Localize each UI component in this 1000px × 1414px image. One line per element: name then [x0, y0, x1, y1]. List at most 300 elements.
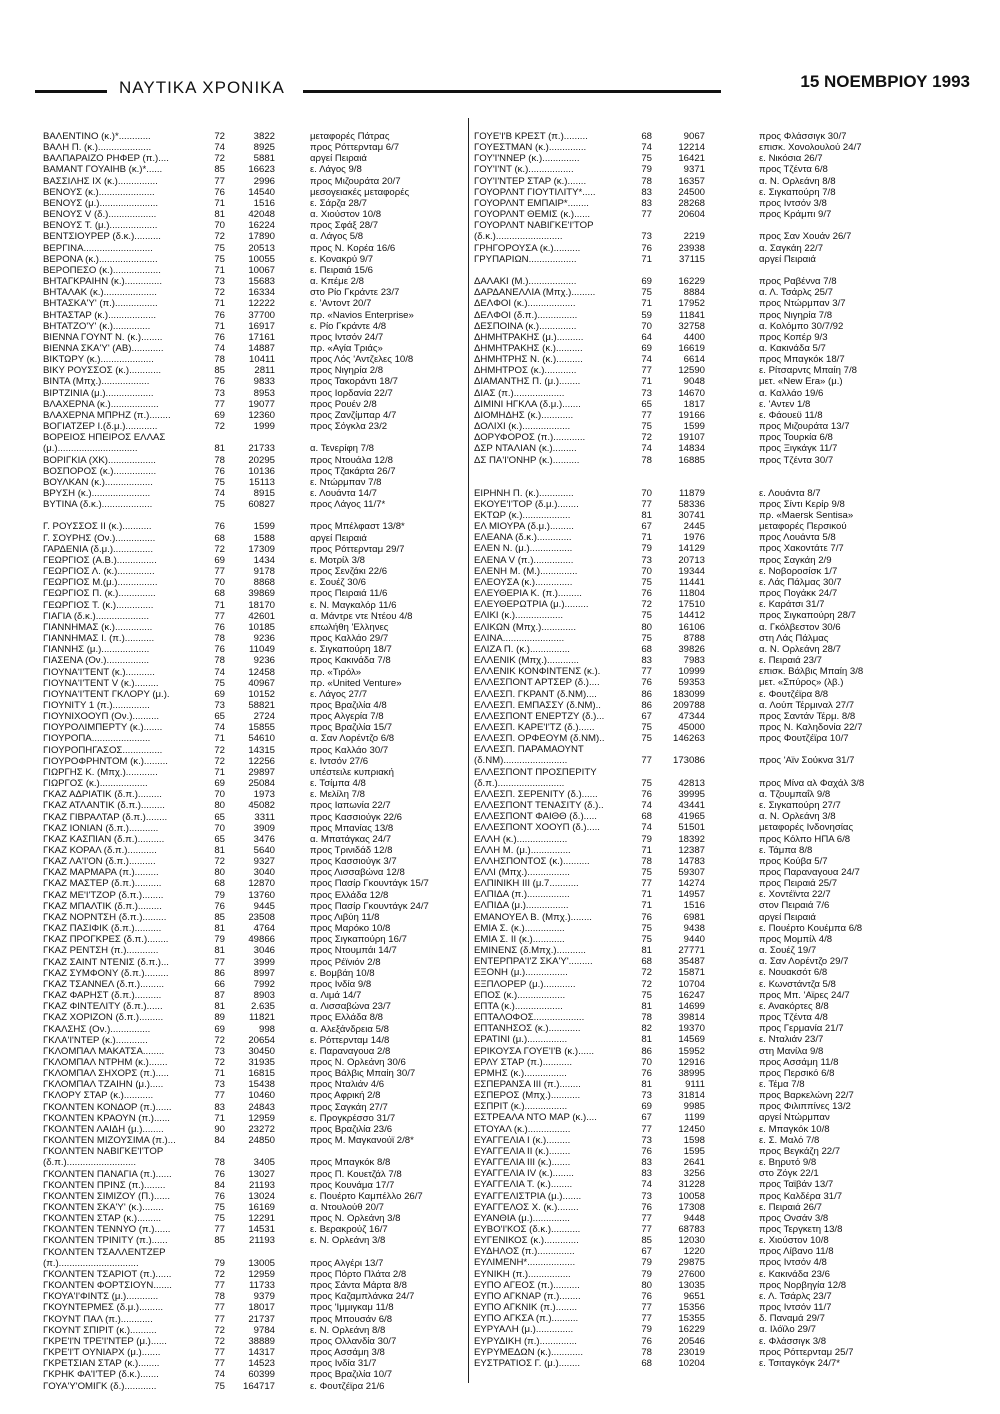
- ship-status: α. Καλλάο 19/6: [759, 387, 824, 399]
- ship-year: 89: [214, 1012, 225, 1024]
- ship-name: ΕΛΛΕΝΙΚ ΚΟΝΦΙΝΤΕΝΣ (κ.).: [474, 666, 601, 678]
- ship-row: [43, 1258, 465, 1269]
- ship-year: 72: [214, 755, 225, 767]
- ship-row: [43, 399, 465, 410]
- ship-row: [43, 1291, 465, 1302]
- ship-status: [275, 1146, 465, 1157]
- ship-year: 74: [214, 142, 225, 154]
- ship-name: ΕΥΣΤΡΑΤΙΟΣ Γ. (μ.)........: [474, 1357, 581, 1369]
- ship-row: [474, 343, 964, 354]
- ship-name: ΒΗΤΑΛΑΚ (κ.)....................: [43, 287, 157, 299]
- ship-tonnage: 5640: [253, 845, 275, 856]
- ship-row: [43, 1213, 465, 1224]
- ship-status: α. Σαν Λορέντζο 6/8: [310, 733, 395, 745]
- ship-status: ε. Μπαγκόκ 10/8: [759, 1123, 830, 1135]
- ship-name: ΓΚΡΕ'Ι'Τ ΟΥΝΙΑΡΧ (μ.).......: [43, 1347, 161, 1359]
- ship-row: [43, 276, 465, 287]
- ship-name: ΔΗΜΗΤΡΑΚΗΣ (κ.)..........: [474, 342, 583, 354]
- ship-name: ΕΛΛΕΣΠ. ΠΑΡΑΜΑΟΥΝΤ: [474, 744, 584, 756]
- ship-year: 83: [641, 1157, 652, 1169]
- ship-status: προς Ραβέννα 7/8: [759, 276, 837, 288]
- ship-status: προς Αλγερία 7/8: [310, 711, 384, 723]
- ship-tonnage: 11804: [679, 588, 705, 600]
- ship-status: προς Τακοράντι 18/7: [310, 376, 398, 388]
- publication-title: ΝΑΥΤΙΚΑ ΧΡΟΝΙΚΑ: [119, 78, 285, 97]
- ship-row: [43, 1124, 465, 1135]
- ship-tonnage: 9784: [253, 1324, 275, 1336]
- ship-tonnage: 39814: [678, 1012, 705, 1024]
- ship-year: 74: [214, 488, 225, 499]
- ship-tonnage: 15871: [678, 967, 705, 979]
- ship-row: [43, 745, 465, 756]
- ship-year: 83: [641, 197, 652, 209]
- ship-name: ΔΙΟΜΗΔΗΣ (κ.)............: [474, 409, 574, 421]
- ship-year: 77: [641, 1313, 652, 1325]
- ship-tonnage: 16623: [248, 164, 275, 176]
- ship-status: ε. Σάρζα 28/7: [310, 197, 368, 209]
- ship-year: 72: [641, 432, 652, 444]
- ship-row: [43, 689, 465, 700]
- ship-status: προς Κοπέρ 9/3: [759, 331, 828, 343]
- ship-row: [474, 912, 964, 923]
- ship-row: [43, 365, 465, 376]
- ship-name: ΕΛΛΕΣΠ. ΓΚΡΑΝΤ (δ.ΝΜ)....: [474, 688, 597, 700]
- ship-status: προς Βραζιλία 10/7: [310, 1369, 393, 1381]
- ship-status: προς Μιζουράτα 13/7: [759, 421, 850, 433]
- ship-name: ΕΛΛΕΝΙΚ (Μπχ.)............: [474, 655, 579, 667]
- ship-name: ΓΚΑΖ ΜΑΣΤΕΡ (δ.π.)..........: [43, 878, 162, 890]
- ship-year: 74: [214, 722, 225, 734]
- ship-tonnage: 60827: [248, 499, 275, 511]
- ship-status: α. Ν. Ορλεάνη 8/8: [759, 175, 836, 187]
- ship-name: ΓΕΩΡΓΙΟΣ Μ.(μ.)...............: [43, 577, 158, 589]
- ship-row: [43, 633, 465, 644]
- ship-status: ε. Τσιταγκόγκ 24/7*: [759, 1357, 840, 1369]
- ship-tonnage: 9178: [253, 566, 275, 578]
- ship-row: [474, 1224, 964, 1235]
- ship-name: ΒΕΡΟΠΕΣΟ (κ.)..................: [43, 264, 161, 276]
- ship-name: ΓΟΥΟΡΛΝΤ ΕΜΠΑΙΡ*........: [474, 197, 589, 209]
- ship-year: 81: [641, 1078, 652, 1090]
- ship-tonnage: 15855: [248, 722, 275, 734]
- ship-status: ε. Λάς Πάλμας 30/7: [759, 576, 842, 588]
- ship-status: α. Λάγος 5/8: [310, 231, 364, 243]
- ship-tonnage: 3311: [254, 811, 275, 823]
- ship-name: ΓΚΟΛΝΤΕΝ ΤΣΑΡΙΟΤ (π.)......: [43, 1268, 172, 1280]
- ship-status: ε. Τέμα 7/8: [759, 1078, 805, 1090]
- ship-row: [43, 164, 465, 175]
- ship-row: [474, 689, 964, 700]
- ship-row: [474, 298, 964, 309]
- ship-row: [43, 1090, 465, 1101]
- ship-year: 74: [641, 800, 652, 812]
- ship-year: 72: [641, 967, 652, 979]
- ship-year: 73: [214, 276, 225, 288]
- ship-name: ΕΛΛΕΣΠΟΝΤ ΠΡΟΣΠΕΡΙΤΥ: [474, 766, 597, 778]
- ship-name: ΓΚΑΖ ΓΙΒΡΑΛΤΑΡ (δ.π.)........: [43, 811, 168, 823]
- ship-year: 70: [641, 320, 652, 332]
- ship-tonnage: 13027: [248, 1168, 275, 1180]
- ship-row: [474, 1079, 964, 1090]
- ship-row: [43, 209, 465, 220]
- ship-name: ΔΙΑΣ (π.)...................: [474, 387, 565, 399]
- ship-row: [43, 979, 465, 990]
- ship-status: προς Κούβα 5/7: [759, 855, 828, 867]
- ship-tonnage: 21733: [248, 443, 275, 455]
- ship-year: 71: [214, 1112, 225, 1124]
- ship-name: ΕΛΛΕΣΠΟΝΤ ΕΝΕΡΤΖΥ (δ.)...: [474, 710, 605, 722]
- ship-row: [43, 923, 465, 934]
- ship-status: πρ. «Τιρόλ»: [310, 666, 362, 678]
- ship-status: α. Λιμά 14/7: [310, 990, 362, 1002]
- ship-tonnage: 23272: [248, 1123, 275, 1135]
- ship-name: ΔΟΡΥΦΟΡΟΣ (π.)............: [474, 432, 586, 444]
- ship-year: 75: [214, 677, 225, 689]
- ship-status: προς Νορβηγία 12/8: [759, 1279, 847, 1291]
- ship-name: ΕΥΔΗΛΟΣ (π.)..............: [474, 1246, 575, 1258]
- ship-name: ΕΣΠΕΡΑΝΣΑ ΙΙΙ (π.)........: [474, 1078, 581, 1090]
- ship-row: [474, 878, 964, 889]
- ship-status: προς Ταϊβάν 13/7: [759, 1179, 834, 1191]
- ship-status: προς Π. Κουετζάλ 7/8: [310, 1168, 402, 1180]
- ship-name: ΕΥΛΙΜΕΝΗ*..................: [474, 1257, 576, 1269]
- ship-status: προς Σαντάν Τέρμ. 8/8: [759, 710, 856, 722]
- ship-tonnage: 3040: [253, 867, 275, 879]
- ship-name: ΓΚΡΗΚ ΦΑ'Ι'ΤΕΡ (δ.κ.).......: [43, 1369, 159, 1381]
- ship-status: μετ. «New Era» (μ.): [759, 376, 843, 388]
- ship-name: ΕΥΑΓΓΕΛΟΣ Χ. (κ.)........: [474, 1201, 579, 1213]
- ship-row: [43, 298, 465, 309]
- ship-year: 72: [214, 231, 225, 243]
- ship-status: προς Περσικό 6/8: [759, 1067, 835, 1079]
- ship-tonnage: 16357: [678, 175, 705, 187]
- ship-year: 86: [641, 699, 652, 711]
- ship-row: [474, 532, 964, 543]
- ship-row: [474, 822, 964, 833]
- ship-tonnage: 24500: [678, 186, 705, 198]
- ship-status: ε. Νουακσότ 6/8: [759, 967, 828, 979]
- ship-row: [474, 767, 964, 778]
- ship-tonnage: 9327: [253, 856, 275, 868]
- ship-tonnage: 12214: [678, 142, 705, 154]
- ship-year: 73: [641, 1134, 652, 1146]
- ship-row: [474, 254, 964, 265]
- ship-tonnage: 6614: [683, 354, 705, 366]
- ship-status: προς Ρόττερνταμ 25/7: [759, 1346, 854, 1358]
- ship-status: προς Ν. Κορέα 16/6: [310, 242, 396, 254]
- ship-name: ΔΕΛΦΟΙ (κ.)..................: [474, 298, 576, 310]
- ship-row: [43, 600, 465, 611]
- ship-row: [474, 1034, 964, 1045]
- ship-row: [43, 1224, 465, 1235]
- ship-row: [43, 823, 465, 834]
- ship-name: ΒΑΜΑΝΤ ΓΟΥΑΙΗΒ (κ.)*......: [43, 164, 163, 176]
- ship-name: ΒΗΤΑΤΖΟ'Υ' (κ.)..............: [43, 320, 151, 332]
- ship-row: [474, 967, 964, 978]
- ship-status: προς Μαρόκο 10/8: [310, 923, 391, 935]
- ship-year: 75: [641, 777, 652, 789]
- ship-row: [474, 187, 964, 198]
- ship-tonnage: 20546: [678, 1335, 705, 1347]
- ship-row: [43, 376, 465, 387]
- ship-row: [474, 577, 964, 588]
- ship-status: προς Ιαπωνία 22/7: [310, 800, 391, 812]
- ship-status: προς Σφάξ 28/7: [310, 220, 379, 232]
- ship-status: ε. Ν. Ορλεάνη 8/8: [310, 1324, 386, 1336]
- ship-year: 71: [641, 900, 652, 912]
- ship-row: [474, 1046, 964, 1057]
- ship-name: ΒΗΤΑΣΚΑ'Υ' (π.)................: [43, 298, 158, 310]
- ship-row: [474, 365, 964, 376]
- ship-year: 78: [214, 454, 225, 466]
- ship-year: 77: [214, 1224, 225, 1236]
- ship-row: [43, 945, 465, 956]
- ship-year: 77: [641, 755, 652, 767]
- ship-tonnage: 37115: [679, 253, 705, 265]
- ship-row: [474, 1302, 964, 1313]
- ship-tonnage: 42813: [678, 777, 705, 789]
- ship-year: 77: [641, 498, 652, 510]
- ship-name: ΓΚΑΖ ΣΥΜΦΟΝΥ (δ.π.).........: [43, 967, 169, 979]
- ship-tonnage: 10411: [249, 354, 275, 366]
- ship-name: ΓΚΟΥΝΤΕΡΜΕΣ (δ.μ.).........: [43, 1302, 164, 1314]
- ship-tonnage: 173086: [672, 755, 705, 767]
- ship-row: [43, 1001, 465, 1012]
- ship-name: ΕΛΠΙΔΑ (π.)................: [474, 889, 570, 901]
- ship-row: [474, 1090, 964, 1101]
- ship-tonnage: 31228: [678, 1179, 705, 1191]
- ship-status: προς Ιορδανία 22/7: [310, 387, 393, 399]
- ship-row: [474, 1213, 964, 1224]
- ship-year: 78: [214, 354, 225, 366]
- ship-row: [43, 421, 465, 432]
- ship-tonnage: 31935: [248, 1056, 275, 1068]
- ship-name: ΔΗΜΗΤΡΗΣ Ν. (κ.)..........: [474, 354, 583, 366]
- ship-name: ΕΥΡΥΔΙΚΗ (π.)..............: [474, 1335, 577, 1347]
- ship-tonnage: 6981: [683, 911, 705, 923]
- ship-name: ΕΥΑΓΓΕΛΙΑ Τ. (κ.)........: [474, 1179, 573, 1191]
- ship-name: ΔΟΛΙΧΙ (κ.)..................: [474, 421, 571, 433]
- ship-status: προς Βεγκάζη 22/7: [759, 1145, 841, 1157]
- ship-tonnage: 10058: [678, 1190, 705, 1202]
- ship-tonnage: 19370: [678, 1023, 705, 1035]
- ship-year: 72: [214, 421, 225, 433]
- ship-name: ΓΟΥΟΡΛΝΤ ΝΑΒΙΓΚΕ'Ι'ΤΟΡ: [474, 220, 594, 232]
- ship-status: προς Ντουμπάι 14/7: [310, 945, 397, 957]
- ship-year: 67: [641, 521, 652, 533]
- ship-status: προς Μιζουράτα 20/7: [310, 175, 401, 187]
- ship-row: [474, 778, 964, 789]
- ship-status: α. Μπατάγκας 24/7: [310, 833, 392, 845]
- ship-name: ΒΙΚΥ ΡΟΥΣΣΟΣ (κ.)............: [43, 365, 162, 377]
- ship-row: [474, 443, 964, 454]
- ship-status: επισκ. Χονολουλού 24/7: [759, 142, 862, 154]
- ship-status: προς Τζέντα 4/8: [759, 1012, 828, 1024]
- ship-year: 77: [641, 365, 652, 377]
- ship-year: 76: [641, 1290, 652, 1302]
- ship-tonnage: 14887: [248, 342, 275, 354]
- ship-year: 79: [641, 543, 652, 555]
- ship-name: ΓΟΥ'Ι'ΝΤ (κ.).................: [474, 164, 574, 176]
- ship-tonnage: 23938: [678, 242, 705, 254]
- ship-row: [474, 209, 964, 220]
- ship-row: [43, 153, 465, 164]
- ship-tonnage: 16229: [678, 276, 705, 288]
- ship-tonnage: 14670: [678, 387, 705, 399]
- ship-row: [43, 756, 465, 767]
- ship-year: 84: [214, 1135, 225, 1147]
- ship-year: 86: [214, 967, 225, 979]
- ship-year: 76: [214, 521, 225, 533]
- ship-tonnage: 14957: [678, 889, 705, 901]
- ship-row: [43, 812, 465, 823]
- ship-row: [474, 934, 964, 945]
- ship-name: ΒΑΛΗ Π. (κ.)....................: [43, 142, 152, 154]
- ship-year: 80: [641, 621, 652, 633]
- ship-tonnage: 51501: [678, 822, 705, 834]
- ship-name: ΕΣΠΕΡΟΣ (Μπχ.)...........: [474, 1090, 581, 1102]
- ship-year: 80: [214, 867, 225, 879]
- ship-tonnage: 3256: [683, 1168, 705, 1180]
- ship-year: 71: [214, 298, 225, 310]
- ship-tonnage: 12458: [248, 666, 275, 678]
- ship-year: 73: [214, 699, 225, 711]
- ship-name: ΓΚΛΟΜΠΑΛ ΝΤΡΗΜ (κ.).......: [43, 1056, 168, 1068]
- ship-tonnage: 1973: [253, 789, 275, 801]
- ship-tonnage: 8868: [253, 577, 275, 589]
- ship-row: [474, 856, 964, 867]
- ship-year: 68: [641, 131, 652, 142]
- ship-row: [474, 1324, 964, 1335]
- ship-status: προς Ντουάλα 12/8: [310, 454, 393, 466]
- ship-tonnage: 16106: [678, 621, 705, 633]
- ship-row: [43, 231, 465, 242]
- ship-status: στη Λάς Πάλμας: [759, 632, 829, 644]
- ship-row: [474, 131, 964, 142]
- ship-year: 72: [214, 153, 225, 165]
- ship-row: [43, 1169, 465, 1180]
- ship-tonnage: 45082: [248, 800, 275, 812]
- ship-status: ε. Φουτζέϊρα 8/8: [759, 688, 829, 700]
- ship-year: 76: [214, 1190, 225, 1202]
- ship-row: [43, 1146, 465, 1157]
- ship-row: [474, 332, 964, 343]
- ship-status: προς Ολλανδία 30/7: [310, 1335, 397, 1347]
- ship-year: 71: [214, 320, 225, 332]
- ship-year: 72: [214, 1056, 225, 1068]
- ship-name: ΓΑΡΔΕΝΙΑ (δ.μ.)...............: [43, 543, 153, 555]
- ship-status: α. Λ. Τσάρλς 25/7: [759, 287, 833, 299]
- ship-year: 78: [641, 855, 652, 867]
- ship-status: στον Πειραιά 7/6: [759, 900, 830, 912]
- ship-name: ΒΛΑΧΕΡΝΑ (κ.)..................: [43, 398, 159, 410]
- ship-name: ΔΕΣΠΟΙΝΑ (κ.)..............: [474, 320, 577, 332]
- ship-name: ΕΛΛΕΣΠ. ΣΕΡΕΝΙΤΥ (δ.)......: [474, 788, 598, 800]
- ship-status: προς Καλλάο 29/7: [310, 633, 389, 645]
- ship-row: [474, 622, 964, 633]
- ship-status: α. Ν. Ορλεάνη 28/7: [759, 643, 841, 655]
- ship-status: ε. Σιγκαπούρη 7/8: [759, 186, 836, 198]
- ship-tonnage: 25084: [248, 778, 275, 790]
- ship-tonnage: 9448: [683, 1212, 705, 1224]
- ship-row: [43, 1325, 465, 1336]
- ship-year: 71: [214, 264, 225, 276]
- ship-row: [474, 1146, 964, 1157]
- ship-year: 81: [214, 845, 225, 856]
- ship-name: ΕΥΠΟ ΑΓΚΣΑ (π.)..........: [474, 1313, 579, 1325]
- ship-row: [474, 588, 964, 599]
- ship-year: 76: [214, 331, 225, 343]
- ship-name: (δ.π.)..........................: [43, 1157, 136, 1169]
- ship-name: ΓΕΩΡΓΙΟΣ (Α.Β.)...............: [43, 554, 157, 566]
- ship-name: ΓΚΟΛΝΤΕΝ ΣΤΑΡ (κ.).........: [43, 1213, 162, 1225]
- ship-row: [474, 276, 964, 287]
- ship-status: προς Σάντα Μάρτα 8/8: [310, 1280, 407, 1292]
- ship-name: ΕΞΟΝΗ (μ.)................: [474, 967, 568, 979]
- ship-row: [474, 1291, 964, 1302]
- ship-year: 77: [641, 878, 652, 890]
- ship-tonnage: 1220: [683, 1246, 705, 1258]
- ship-row: [474, 633, 964, 644]
- page-header: [35, 70, 970, 100]
- ship-tonnage: 12387: [678, 844, 705, 856]
- ship-row: [474, 1358, 964, 1369]
- ship-tonnage: 21193: [249, 1179, 275, 1191]
- ship-status: ε. Χοντέϊντα 22/7: [759, 889, 831, 901]
- ship-tonnage: 38889: [248, 1335, 275, 1347]
- ship-tonnage: 13035: [678, 1279, 705, 1291]
- ship-tonnage: 14129: [678, 543, 705, 555]
- ship-status: προς Ρόττερνταμ 6/7: [310, 142, 400, 154]
- ship-status: προς Πασίρ Γκουντάγκ 24/7: [310, 900, 429, 912]
- ship-tonnage: 54610: [248, 733, 275, 745]
- ship-status: ε. Καράτσι 31/7: [759, 599, 825, 611]
- ship-row: [474, 1112, 964, 1123]
- ship-name: ΒΙΕΝΝΑ ΣΚΑ'Υ' (ΑΒ)............: [43, 342, 164, 354]
- ship-year: 72: [214, 543, 225, 555]
- ship-year: 76: [214, 900, 225, 912]
- ship-name: ΕΥΑΓΓΕΛΙΑ ΙV (κ.)........: [474, 1168, 574, 1180]
- ship-status: ε. Λουάντα 14/7: [310, 488, 377, 499]
- ship-row: [43, 198, 465, 209]
- ship-name: ΕΛΙΖΑ Π. (κ.)...............: [474, 643, 570, 655]
- ship-tonnage: 11049: [249, 644, 275, 656]
- ship-row: [43, 220, 465, 231]
- ship-status: προς Μπανίας 13/8: [310, 822, 394, 834]
- ship-status: προς Ρέϊνιόν 2/8: [310, 956, 381, 968]
- ship-row: [474, 722, 964, 733]
- header-rule-left: [35, 90, 107, 93]
- ship-name: ΕΚΤΩΡ (κ.)..................: [474, 510, 571, 521]
- ship-name: ΕΜΙΝΕΝΣ (δ.Μπχ.)...........: [474, 945, 586, 957]
- ship-year: 74: [641, 354, 652, 366]
- ship-tonnage: 14317: [248, 1347, 275, 1359]
- ship-tonnage: 58336: [678, 498, 705, 510]
- ship-name: ΕΥΑΓΓΕΛΙΣΤΡΙΑ (μ.).......: [474, 1190, 582, 1202]
- ship-name: ΕΛΙΚΙ (κ.)..................: [474, 610, 564, 622]
- ship-status: προς Λισσαβώνα 12/8: [310, 867, 405, 879]
- ship-status: προς Μπ. 'Αϊρες 24/7: [759, 989, 850, 1001]
- ship-year: 90: [214, 1123, 225, 1135]
- ship-status: α. Σαγκάη 22/7: [759, 242, 824, 254]
- ship-tonnage: 16421: [678, 153, 705, 165]
- ship-name: ΔΑΡΔΑΝΕΛΛΙΑ (Μπχ.).........: [474, 287, 596, 299]
- ship-year: 76: [641, 588, 652, 600]
- ship-year: 76: [214, 465, 225, 477]
- ship-row: [474, 287, 964, 298]
- ship-name: ΒΟΓΙΑΤΖΕΡ Ι.(δ.μ.)............: [43, 421, 158, 433]
- ship-tonnage: 1434: [253, 554, 275, 566]
